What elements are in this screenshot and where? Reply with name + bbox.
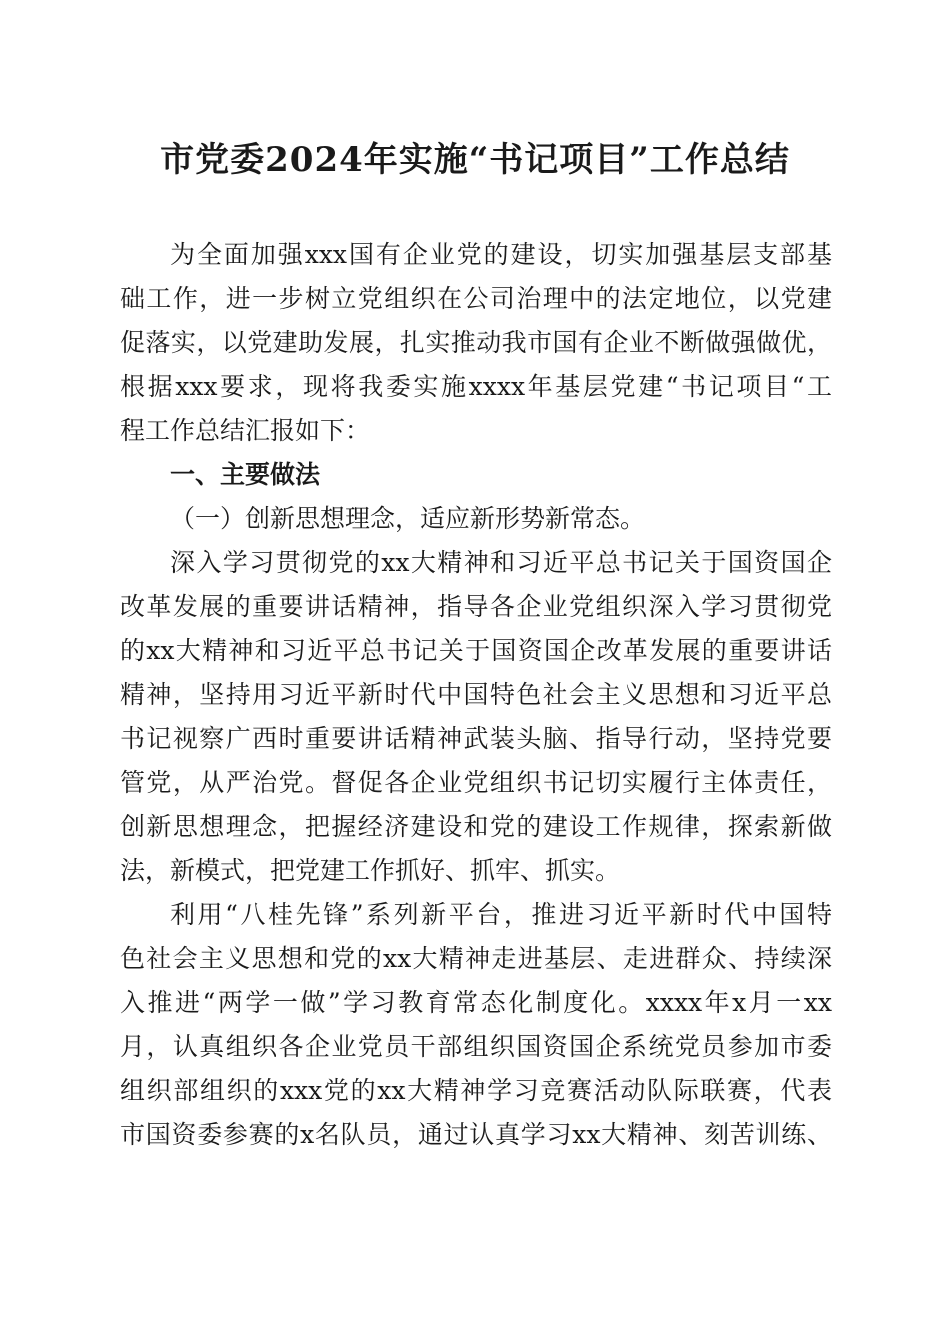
paragraph-line: 改革发展的重要讲话精神，指导各企业党组织深入学习贯彻党 xyxy=(120,592,832,621)
paragraph-line: 创新思想理念，把握经济建设和党的建设工作规律，探索新做 xyxy=(120,812,832,841)
paragraph-line: 精神，坚持用习近平新时代中国特色社会主义思想和习近平总 xyxy=(120,680,832,709)
paragraph-line: 月，认真组织各企业党员干部组织国资国企系统党员参加市委 xyxy=(120,1032,832,1061)
paragraph-line: 入推进“两学一做”学习教育常态化制度化。xxxx年x月一xx xyxy=(120,988,832,1017)
paragraph-line: 根据xxx要求，现将我委实施xxxx年基层党建“书记项目“工 xyxy=(120,372,832,401)
paragraph-line: 市国资委参赛的x名队员，通过认真学习xx大精神、刻苦训练、 xyxy=(120,1120,832,1149)
paragraph-line: 法，新模式，把党建工作抓好、抓牢、抓实。 xyxy=(120,856,621,885)
paragraph-line: 程工作总结汇报如下： xyxy=(120,416,371,445)
paragraph-line: 的xx大精神和习近平总书记关于国资国企改革发展的重要讲话 xyxy=(120,636,832,665)
paragraph-line: 色社会主义思想和党的xx大精神走进基层、走进群众、持续深 xyxy=(120,944,832,973)
paragraph-line: 利用“八桂先锋”系列新平台，推进习近平新时代中国特 xyxy=(170,900,832,929)
paragraph-line: 深入学习贯彻党的xx大精神和习近平总书记关于国资国企 xyxy=(170,548,832,577)
paragraph-line: 础工作，进一步树立党组织在公司治理中的法定地位，以党建 xyxy=(120,284,832,313)
document-body xyxy=(120,233,832,1157)
subsection-heading: （一）创新思想理念，适应新形势新常态。 xyxy=(170,504,646,533)
paragraph-line: 促落实，以党建助发展，扎实推动我市国有企业不断做强做优， xyxy=(120,328,832,357)
paragraph-line: 为全面加强xxx国有企业党的建设，切实加强基层支部基 xyxy=(170,240,832,269)
document-title: 市党委2024年实施“书记项目”工作总结 xyxy=(160,140,790,180)
section-heading: 一、主要做法 xyxy=(170,460,321,489)
paragraph-line: 组织部组织的xxx党的xx大精神学习竞赛活动队际联赛，代表 xyxy=(120,1076,832,1105)
paragraph-line: 书记视察广西时重要讲话精神武装头脑、指导行动，坚持党要 xyxy=(120,724,832,753)
paragraph-line: 管党，从严治党。督促各企业党组织书记切实履行主体责任， xyxy=(120,768,832,797)
